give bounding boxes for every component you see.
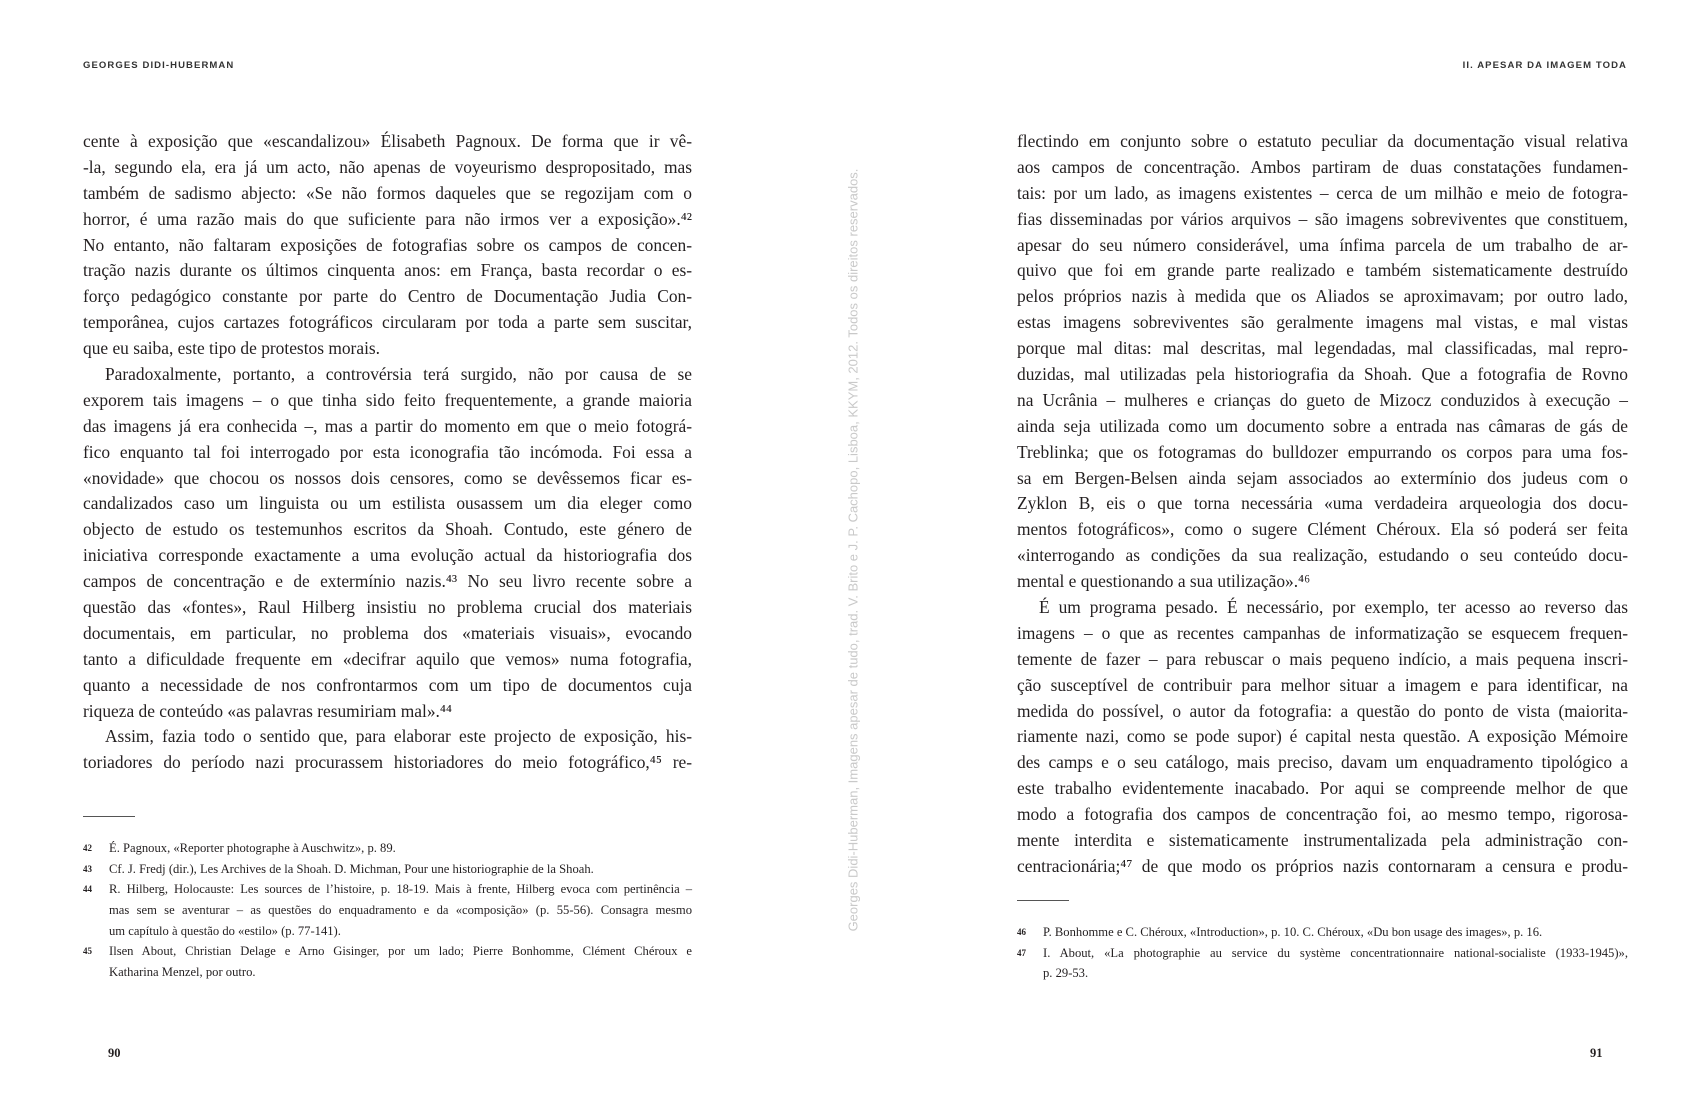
body-line: apesar do seu número considerável, uma ínfima parcela de um trabalho de ar- [1017,234,1628,255]
body-line: quivo que foi em grande parte realizado e também sistematicamente destruído [1017,260,1628,281]
running-head-right: II. APESAR DA IMAGEM TODA [1462,60,1627,71]
body-line: fias disseminadas por vários arquivos – são imagens sobreviventes que constituem, [1017,208,1628,229]
body-line: No entanto, não faltaram exposições de fotografias sobre os campos de concen- [83,234,692,255]
body-line: duzidas, mal utilizadas pela historiografia da Shoah. Que a fotografia de Rovno [1017,364,1628,385]
left-footnotes [83,838,692,983]
footnote [83,941,692,982]
body-line: Assim, fazia todo o sentido que, para elaborar este projecto de exposição, his- [105,726,692,747]
body-line: ainda seja utilizada como um documento sobre a entrada nas câmaras de gás de [1017,415,1628,436]
body-line: medida do possível, o autor da fotografia: a questão do ponto de vista (maiorita- [1017,700,1628,721]
body-line: porque mal ditas: mal descritas, mal legendadas, mal classificadas, mal repro- [1017,338,1628,359]
body-line: na Ucrânia – mulheres e crianças do gueto de Mizocz conduzidos à execução – [1017,389,1628,410]
footnote [83,859,692,880]
body-line: documentais, em particular, no problema dos «materiais visuais», evocando [83,622,692,643]
footnote-line: Cf. J. Fredj (dir.), Les Archives de la Shoah. D. Michman, Pour une historiographie de la Shoah. [109,861,594,876]
body-line: objecto de estudo os testemunhos escritos da Shoah. Contudo, este género de [83,519,692,540]
body-line: sa em Bergen-Belsen ainda sejam associados ao extermínio dos judeus com o [1017,467,1628,488]
body-line: campos de concentração e de extermínio nazis.⁴³ No seu livro recente sobre a [83,571,692,592]
footnote-number: 46 [1017,927,1026,937]
body-line: questão das «fontes», Raul Hilberg insistiu no problema crucial dos materiais [83,597,692,618]
footnote-line: P. Bonhomme e C. Chéroux, «Introduction», p. 10. C. Chéroux, «Du bon usage des images», p. 16. [1043,925,1543,939]
body-line: «novidade» que chocou os nossos dois censores, como se devêssemos ficar es- [83,467,692,488]
footnote-line: Ilsen About, Christian Delage e Arno Gisinger, por um lado; Pierre Bonhomme, Clément Chéroux e [109,944,692,959]
footnote-line: R. Hilberg, Holocauste: Les sources de l’histoire, p. 18-19. Mais à frente, Hilberg evoca com pertinência – [109,882,692,897]
right-page-body [1017,129,1628,880]
right-footnotes [1017,922,1628,984]
body-line: mente interdita e sistematicamente instrumentalizada pela administração con- [1017,830,1628,851]
body-line: imagens – o que as recentes campanhas de informatização se esquecem frequen- [1017,622,1628,643]
footnote-line: um capítulo à questão do «estilo» (p. 77-141). [109,923,341,938]
body-line: flectindo em conjunto sobre o estatuto peculiar da documentação visual relativa [1017,131,1628,151]
footnote-line: É. Pagnoux, «Reporter photographe à Auschwitz», p. 89. [109,841,396,855]
body-line: ção susceptível de contribuir para melhor situar a imagem e para identificar, na [1017,674,1628,695]
page-number-right: 91 [1590,1046,1603,1060]
page-number-left: 90 [108,1046,121,1060]
footnote-number: 42 [83,843,92,853]
body-line: quanto a necessidade de nos confrontarmos com um tipo de documentos cuja [83,674,692,695]
body-line: também de sadismo abjecto: «Se não formos daqueles que se regozijam com o [83,182,692,203]
body-line: toriadores do período nazi procurassem historiadores do meio fotográfico,⁴⁵ re- [83,752,692,773]
body-line: cente à exposição que «escandalizou» Élisabeth Pagnoux. De forma que ir vê- [83,131,692,151]
footnote-number: 45 [83,946,92,957]
body-line: das imagens já era conhecida –, mas a partir do momento em que o meio fotográ- [83,415,692,436]
body-line: forço pedagógico constante por parte do Centro de Documentação Judia Con- [83,286,692,307]
running-head-left: GEORGES DIDI-HUBERMAN [83,60,235,71]
body-line: mentos fotográficos», como o sugere Clément Chéroux. Ela só poderá ser feita [1017,519,1628,540]
body-line: que eu saiba, este tipo de protestos morais. [83,338,381,359]
body-line: este trabalho evidentemente inacabado. Por aqui se compreende melhor de que [1017,778,1628,799]
footnote [1017,943,1628,984]
copyright-watermark: Georges Didi-Huberman, Imagens apesar de tudo, trad. V. Brito e J. P. Cachopo, Lisboa, KKYM, 2012. Todos os direitos reservados. [845,168,861,932]
body-line: aos campos de concentração. Ambos partiram de duas constatações fundamen- [1017,156,1628,177]
body-line: des camps e o seu catálogo, mais preciso, davam um enquadramento tipológico a [1017,752,1628,773]
footnote [83,879,692,941]
footnote-line: p. 29-53. [1043,966,1089,981]
body-line: exporem tais imagens – o que tinha sido feito frequentemente, a grande maioria [83,389,692,410]
body-line: Zyklon B, eis o que torna necessária «uma verdadeira arqueologia dos docu- [1017,493,1628,514]
footnote-line: mas sem se aventurar – as questões do enquadramento e da «composição» (p. 55-56). Consagra mesmo [109,903,692,918]
footnote-separator-right [1017,900,1069,901]
body-line: tração nazis durante os últimos cinquenta anos: em França, basta recordar o es- [83,260,692,281]
body-line: temporânea, cujos cartazes fotográficos circularam por toda a parte sem suscitar, [83,312,692,333]
body-line: riamente nazi, como se pode supor) é capital nesta questão. A exposição Mémoire [1017,726,1628,747]
footnote-line: I. About, «La photographie au service du système concentrationnaire national-socialiste (1933-1945)», [1043,945,1628,960]
body-line: fico enquanto tal foi interrogado por esta iconografia tão incómoda. Foi essa a [83,441,692,462]
body-line: «interrogando as condições da sua realização, estudando o seu conteúdo docu- [1017,545,1628,566]
body-line: É um programa pesado. É necessário, por exemplo, ter acesso ao reverso das [1039,597,1628,618]
body-line: estas imagens sobreviventes são geralmente imagens mal vistas, e mal vistas [1017,312,1628,333]
body-line: modo a fotografia dos campos de concentração foi, ao mesmo tempo, rigorosa- [1017,804,1628,825]
body-line: candalizados caso um linguista ou um estilista ousassem um dia eleger como [83,493,692,514]
body-line: Paradoxalmente, portanto, a controvérsia terá surgido, não por causa de se [105,364,692,385]
footnote [1017,922,1628,943]
footnote-line: Katharina Menzel, por outro. [109,965,256,980]
footnote [83,838,692,859]
body-line: horror, é uma razão mais do que suficiente para não irmos ver a exposição».⁴² [83,208,692,229]
body-line: -la, segundo ela, era já um acto, não apenas de voyeurismo despropositado, mas [83,156,692,177]
body-line: Treblinka; que os fotogramas do bulldozer empurrando os corpos para uma fos- [1017,441,1628,462]
footnote-number: 47 [1017,947,1026,958]
body-line: riqueza de conteúdo «as palavras resumiriam mal».⁴⁴ [83,700,452,721]
body-line: tais: por um lado, as imagens existentes – cerca de um milhão e meio de fotogra- [1017,182,1628,203]
body-line: pelos próprios nazis à medida que os Aliados se aproximavam; por outro lado, [1017,286,1628,307]
footnote-number: 44 [83,884,92,895]
footnote-separator-left [83,816,135,817]
body-line: iniciativa corresponde exactamente a uma evolução actual da historiografia dos [83,545,692,566]
body-line: centracionária;⁴⁷ de que modo os próprios nazis contornaram a censura e produ- [1017,855,1628,876]
footnote-number: 43 [83,863,92,874]
body-line: tanto a dificuldade frequente em «decifrar aquilo que vemos» numa fotografia, [83,648,692,669]
left-page-body [83,129,692,776]
body-line: mental e questionando a sua utilização».⁴⁶ [1017,571,1311,592]
body-line: temente de fazer – para rebuscar o mais pequeno indício, a mais pequena inscri- [1017,648,1628,669]
